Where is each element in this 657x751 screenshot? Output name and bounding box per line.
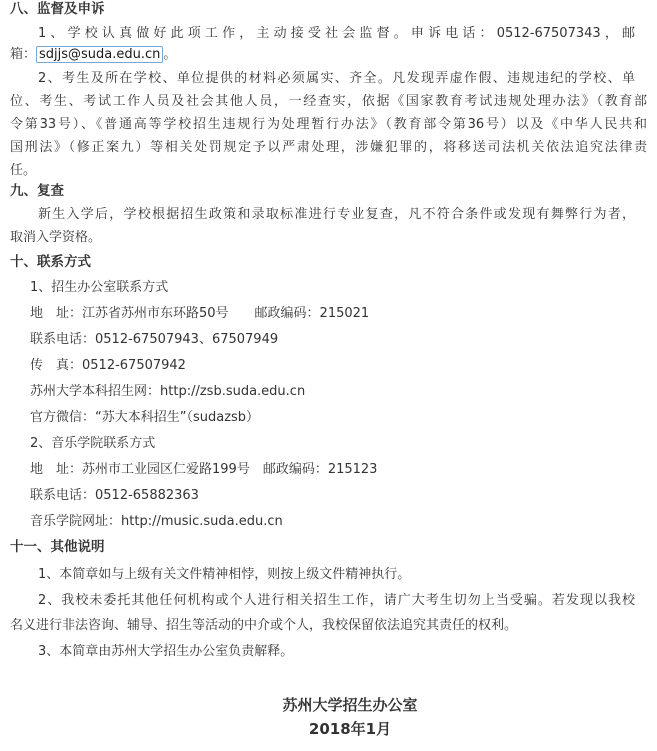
music-address: 地 址：苏州市工业园区仁爱路199号 邮政编码：215123 xyxy=(30,462,378,477)
music-website xyxy=(30,513,657,531)
paragraph-materials-line1: 2、考生及所在学校、单位提供的材料必须属实、齐全。凡发现弄虚作假、违规违纪的学校、单 xyxy=(38,71,635,86)
office-website-link[interactable]: http://zsb.suda.edu.cn xyxy=(160,384,306,399)
section-heading-supervision: 八、监督及申诉 xyxy=(10,1,105,17)
other-item-2-line2: 名义进行非法咨询、辅导、招生等活动的中介或个人，我校保留依法追究其责任的权利。 xyxy=(10,618,518,633)
office-website xyxy=(30,383,657,401)
paragraph-appeal-line1: 1、学校认真做好此项工作，主动接受社会监督。申诉电话：0512-67507343，邮 xyxy=(38,26,635,41)
other-item-1: 1、本简章如与上级有关文件精神相悖，则按上级文件精神执行。 xyxy=(38,567,411,582)
paragraph-materials-line3: 令第33号）、《普通高等学校招生违规行为处理暂行办法》（教育部令第36号）以及《中华人民共和 xyxy=(10,117,647,132)
email-suffix: 。 xyxy=(163,47,177,62)
office-contact-title: 1、招生办公室联系方式 xyxy=(30,280,169,295)
music-phone: 联系电话：0512-65882363 xyxy=(30,488,199,503)
office-fax: 传 真：0512-67507942 xyxy=(30,358,186,373)
signature-org: 苏州大学招生办公室 xyxy=(282,696,418,714)
paragraph-appeal-line2 xyxy=(10,46,647,64)
paragraph-review-line2: 取消入学资格。 xyxy=(10,230,102,245)
office-address: 地 址：江苏省苏州市东环路50号 邮政编码：215021 xyxy=(30,306,370,321)
paragraph-materials-line4: 国刑法》（修正案九）等相关处罚规定予以严肃处理，涉嫌犯罪的，将移送司法机关依法追究法律责 xyxy=(10,140,647,155)
music-website-link[interactable]: http://music.suda.edu.cn xyxy=(121,514,283,529)
email-prefix: 箱： xyxy=(10,47,37,62)
office-website-label: 苏州大学本科招生网： xyxy=(30,384,161,399)
other-item-3: 3、本简章由苏州大学招生办公室负责解释。 xyxy=(38,644,294,659)
signature-date: 2018年1月 xyxy=(308,720,392,738)
email-link[interactable]: sdjjs@suda.edu.cn xyxy=(36,46,163,63)
office-wechat: 官方微信：“苏大本科招生”（sudazsb） xyxy=(30,410,260,425)
section-heading-review: 九、复查 xyxy=(10,183,64,199)
other-item-2-line1: 2、我校未委托其他任何机构或个人进行相关招生工作，请广大考生切勿上当受骗。若发现以我校 xyxy=(38,593,635,608)
section-heading-contact: 十、联系方式 xyxy=(10,254,91,270)
music-website-label: 音乐学院网址： xyxy=(30,514,122,529)
section-heading-other: 十一、其他说明 xyxy=(10,539,105,555)
office-phone: 联系电话：0512-67507943、67507949 xyxy=(30,332,279,347)
music-contact-title: 2、音乐学院联系方式 xyxy=(30,436,156,451)
paragraph-materials-line5: 任。 xyxy=(10,163,37,178)
paragraph-review-line1: 新生入学后，学校根据招生政策和录取标准进行专业复查，凡不符合条件或发现有舞弊行为者， xyxy=(38,207,635,222)
paragraph-materials-line2: 位、考生、考试工作人员及社会其他人员，一经查实，依据《国家教育考试违规处理办法》（教育部 xyxy=(10,94,647,109)
